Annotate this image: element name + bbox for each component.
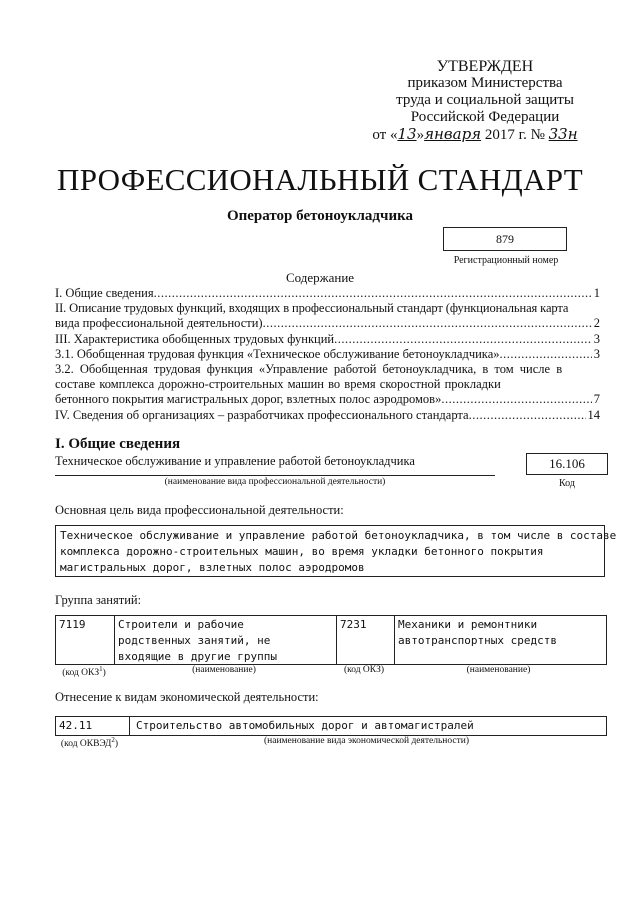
date-day: 13 — [397, 125, 417, 143]
group-name-line: входящие в другие группы — [118, 650, 277, 663]
activity-code-caption: Код — [559, 478, 575, 489]
okved-row — [55, 716, 607, 736]
activity-caption: (наименование вида профессиональной деятельности) — [164, 477, 386, 487]
contents-title: Содержание — [285, 270, 355, 285]
toc-item-text: IV. Сведения об организациях – разработчиках профессионального стандарта — [55, 407, 469, 422]
okz-name-caption: (наименование) — [192, 665, 256, 675]
okved-name-cell: Строительство автомобильных дорог и автомагистралей — [129, 717, 606, 735]
order-number: 33н — [548, 125, 578, 143]
toc-item-text-cont: вида профессиональной деятельности) — [55, 316, 263, 331]
date-month: января — [424, 125, 482, 143]
goal-line: магистральных дорог, взлетных полос аэродромов — [60, 561, 365, 574]
toc-item-text: II. Описание трудовых функций, входящих в профессиональный стандарт (функциональная карта — [55, 301, 569, 316]
toc-item-text: I. Общие сведения — [55, 286, 154, 300]
date-year: 2017 г. № — [484, 127, 545, 143]
toc-item-text-line2: составе комплекса дорожно-строительных машин во время скоростной прокладки — [55, 377, 501, 392]
group-name-line: родственных занятий, не — [118, 634, 271, 647]
toc-item-page: 7 — [593, 392, 600, 407]
activity-name: Техническое обслуживание и управление работой бетоноукладчика — [55, 454, 415, 468]
toc-item-text: 3.2. Обобщенная трудовая функция «Управление работой бетоноукладчика, в том числе в — [55, 362, 563, 377]
group-code-cell: 7119 — [59, 618, 86, 631]
goal-line: Техническое обслуживание и управление работой бетоноукладчика, в том числе в составе — [60, 529, 617, 542]
approval-line-4: Российской Федерации — [410, 109, 560, 125]
footnote-mark: 1 — [99, 665, 103, 673]
page-title: ПРОФЕССИОНАЛЬНЫЙ СТАНДАРТ — [57, 162, 583, 197]
toc-item[interactable] — [55, 347, 600, 362]
occupation-groups-table — [55, 615, 607, 665]
toc-item-page: 2 — [593, 316, 600, 331]
okved-name-caption: (наименование вида экономической деятельности) — [264, 736, 469, 746]
toc-item-text-cont: бетонного покрытия магистральных дорог, взлетных полос аэродромов» — [55, 392, 442, 407]
caption-text: (код ОКВЭД — [60, 739, 112, 750]
caption-text: (код ОКЗ — [62, 668, 100, 679]
date-mid: » — [416, 127, 425, 143]
okved-code-cell: 42.11 — [59, 719, 93, 732]
okz-code-caption: (код ОКЗ) — [343, 665, 385, 675]
toc-item[interactable] — [55, 332, 600, 347]
okz-name-caption: (наименование) — [466, 665, 531, 675]
group-name-cell — [114, 616, 336, 664]
toc-item[interactable] — [55, 408, 600, 423]
section-heading: I. Общие сведения — [55, 436, 181, 452]
okved-code-caption: (код ОКВЭД$^2$) — [60, 736, 119, 750]
registration-number-box: 879 — [443, 227, 567, 251]
toc-item-page: 3 — [593, 346, 600, 361]
date-prefix: от « — [372, 127, 398, 143]
group-label: Группа занятий: — [55, 593, 142, 607]
toc-item-text: III. Характеристика обобщенных трудовых функций — [55, 331, 335, 346]
goal-label: Основная цель вида профессиональной деятельности: — [55, 503, 344, 517]
toc-item[interactable] — [55, 301, 600, 331]
goal-line: комплекса дорожно-строительных машин, во время укладки бетонного покрытия — [60, 545, 544, 558]
table-of-contents — [55, 286, 600, 423]
toc-item[interactable] — [55, 286, 600, 301]
approval-line-3: труда и социальной защиты — [396, 92, 574, 108]
okz-code-caption: (код ОКЗ$^1$) — [62, 665, 106, 679]
activity-code-box: 16.106 — [526, 453, 608, 475]
group-name-line: Механики и ремонтники — [398, 618, 538, 631]
standard-subtitle: Оператор бетоноукладчика — [226, 208, 414, 224]
group-name-line: Строители и рабочие — [118, 618, 244, 631]
footnote-mark: 2 — [111, 736, 115, 744]
approval-line-2: приказом Министерства — [407, 75, 563, 91]
approval-line-1: УТВЕРЖДЕН — [436, 58, 534, 75]
toc-item-page: 1 — [593, 286, 600, 300]
toc-item[interactable] — [55, 362, 600, 408]
activity-underline — [55, 475, 495, 476]
approval-block — [372, 58, 585, 144]
toc-item-page: 14 — [587, 407, 600, 422]
toc-item-text: 3.1. Обобщенная трудовая функция «Техническое обслуживание бетоноукладчика» — [55, 346, 500, 361]
group-code-cell: 7231 — [336, 616, 394, 664]
approval-date-line — [365, 126, 585, 144]
registration-caption: Регистрационный номер — [453, 255, 559, 266]
group-name-line: автотранспортных средств — [398, 634, 557, 647]
toc-item-page: 3 — [593, 331, 600, 346]
relation-label: Отнесение к видам экономической деятельности: — [55, 690, 319, 704]
goal-box — [55, 525, 617, 577]
group-name-cell — [394, 616, 605, 664]
